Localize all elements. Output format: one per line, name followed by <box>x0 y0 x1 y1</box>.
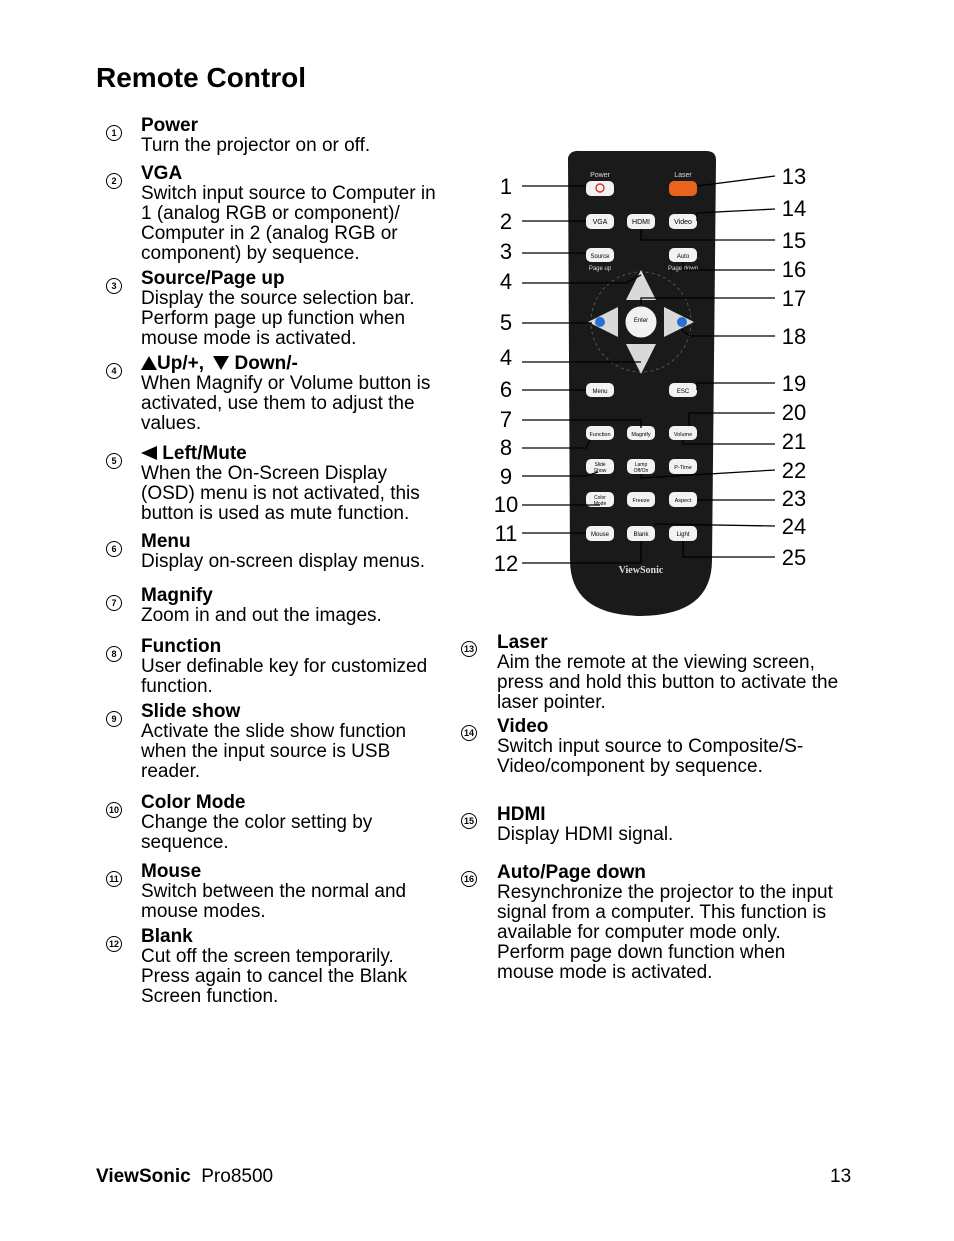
list-item <box>141 532 451 572</box>
callouts-right <box>782 164 806 570</box>
item-name: Auto/Page down <box>497 862 646 883</box>
item-name: Video <box>497 716 549 737</box>
num-badge: 5 <box>106 453 122 469</box>
footer-model: Pro8500 <box>201 1166 274 1187</box>
hdmi-label: HDMI <box>632 219 650 226</box>
num-badge: 7 <box>106 595 122 611</box>
callout-left-13: 12 <box>493 551 519 576</box>
aspect-label: Aspect <box>674 498 692 504</box>
mouse-right-icon <box>677 317 687 327</box>
callout-left-9: 8 <box>499 435 513 460</box>
item-desc: Display the source selection bar. Perform page up function when mouse mode is activated. <box>141 288 415 349</box>
lamp-label: Lamp <box>634 462 648 468</box>
item-desc: Resynchronize the projector to the input signal from a computer. This function is available for computer mode only. Perform page down function when mouse mode is activated. <box>497 882 833 983</box>
item-desc: Display HDMI signal. <box>497 824 674 845</box>
laser-button[interactable] <box>669 181 697 196</box>
list-item <box>141 164 441 264</box>
item-desc: Change the color setting by sequence. <box>141 812 373 853</box>
num-badge: 15 <box>461 813 477 829</box>
callout-right-13: 25 <box>781 545 807 570</box>
callout-right-9: 21 <box>781 429 807 454</box>
light-label: Light <box>676 532 690 538</box>
item-name: Laser <box>497 632 548 653</box>
item-name: Color Mode <box>141 792 246 813</box>
num-badge: 8 <box>106 646 122 662</box>
enter-label: Enter <box>633 318 649 324</box>
callout-right-7: 19 <box>781 371 807 396</box>
function-label: Function <box>589 432 611 438</box>
list-item <box>141 793 401 853</box>
item-desc: Switch input source to Composite/S-Video/component by sequence. <box>497 736 804 777</box>
item-name: HDMI <box>497 804 546 825</box>
magnify-label: Magnify <box>631 432 651 438</box>
callout-right-11: 23 <box>781 486 807 511</box>
mode-label: Mode <box>593 501 607 507</box>
list-item <box>141 637 451 697</box>
item-desc: Activate the slide show function when the input source is USB reader. <box>141 721 407 782</box>
item-name: Source/Page up <box>141 268 285 289</box>
slide-label: Slide <box>594 462 606 468</box>
list-item <box>141 444 441 524</box>
item-name <box>141 354 451 374</box>
item-name <box>141 444 441 464</box>
callout-left-10: 9 <box>499 464 513 489</box>
video-label: Video <box>674 219 692 226</box>
item-name: Mouse <box>141 861 202 882</box>
num-badge: 1 <box>106 125 122 141</box>
page-down-label: Page down <box>667 266 699 272</box>
callout-right-6: 18 <box>781 324 807 349</box>
vga-label: VGA <box>592 219 608 226</box>
source-label: Source <box>590 254 610 260</box>
num-badge: 11 <box>106 871 122 887</box>
callout-right-8: 20 <box>781 400 807 425</box>
color-label: Color <box>594 495 606 501</box>
item-name-down: Down/- <box>234 353 298 374</box>
num-badge: 10 <box>106 802 122 818</box>
list-item <box>497 717 827 777</box>
callout-left-8: 7 <box>499 407 513 432</box>
list-item <box>141 269 441 349</box>
item-desc: When Magnify or Volume button is activated, use them to adjust the values. <box>141 373 431 434</box>
callout-left-6: 4 <box>499 345 513 370</box>
left-triangle-icon <box>141 446 157 460</box>
callout-left-1: 1 <box>499 174 513 199</box>
num-badge: 13 <box>461 641 477 657</box>
num-badge: 9 <box>106 711 122 727</box>
callout-right-3: 15 <box>781 228 807 253</box>
blank-label: Blank <box>633 532 649 538</box>
list-item <box>141 586 441 626</box>
mouse-left-icon <box>595 317 605 327</box>
num-badge: 4 <box>106 363 122 379</box>
list-item <box>497 633 842 713</box>
callout-left-11: 10 <box>493 492 519 517</box>
remote-control-diagram <box>480 145 820 625</box>
laser-label: Laser <box>674 172 692 179</box>
item-name: Magnify <box>141 585 213 606</box>
list-item <box>141 862 441 922</box>
item-desc: User definable key for customized function. <box>141 656 428 697</box>
list-item <box>497 805 827 845</box>
callout-left-4: 4 <box>499 269 513 294</box>
num-badge: 6 <box>106 541 122 557</box>
callout-right-12: 24 <box>781 514 807 539</box>
callouts-left <box>494 174 518 576</box>
page-title: Remote Control <box>96 62 306 93</box>
callout-right-4: 16 <box>781 257 807 282</box>
item-desc: Switch between the normal and mouse modes. <box>141 881 407 922</box>
callout-left-2: 2 <box>499 209 513 234</box>
down-triangle-icon <box>213 356 229 370</box>
item-desc: Switch input source to Computer in 1 (analog RGB or component)/ Computer in 2 (analog RGB or component) by sequence. <box>141 183 436 264</box>
auto-label: Auto <box>676 254 690 260</box>
item-desc: Zoom in and out the images. <box>141 605 382 626</box>
callout-right-1: 13 <box>781 164 807 189</box>
item-name: Blank <box>141 926 193 947</box>
num-badge: 2 <box>106 173 122 189</box>
callout-right-5: 17 <box>781 286 807 311</box>
lamp-onoff-label: Off/On <box>633 468 649 474</box>
item-name: Menu <box>141 531 191 552</box>
item-name: VGA <box>141 163 183 184</box>
freeze-label: Freeze <box>632 498 650 504</box>
list-item <box>141 927 441 1007</box>
item-name: Slide show <box>141 701 241 722</box>
num-badge: 14 <box>461 725 477 741</box>
callout-left-12: 11 <box>494 521 518 546</box>
callout-left-5: 5 <box>499 310 513 335</box>
list-item <box>141 116 441 156</box>
item-desc: Aim the remote at the viewing screen, press and hold this button to activate the laser pointer. <box>497 652 839 713</box>
callout-left-7: 6 <box>499 377 513 402</box>
callout-left-3: 3 <box>499 239 513 264</box>
num-badge: 12 <box>106 936 122 952</box>
item-desc: When the On-Screen Display (OSD) menu is not activated, this button is used as mute function. <box>141 463 420 524</box>
callout-right-2: 14 <box>781 196 807 221</box>
list-item <box>141 354 451 434</box>
mouse-label: Mouse <box>590 532 610 538</box>
volume-label: Volume <box>673 432 693 438</box>
item-name: Function <box>141 636 222 657</box>
page-number: 13 <box>830 1166 852 1187</box>
remote-brand-logo: ViewSonic <box>618 565 664 576</box>
list-item <box>497 863 847 983</box>
num-badge: 16 <box>461 871 477 887</box>
list-item <box>141 702 431 782</box>
page-up-label: Page up <box>588 266 612 272</box>
item-desc: Turn the projector on or off. <box>141 135 371 156</box>
item-name: Power <box>141 115 199 136</box>
item-name-text: Left/Mute <box>162 443 247 464</box>
up-triangle-icon <box>141 356 157 370</box>
ptime-label: P-Time <box>674 465 692 471</box>
footer <box>96 1166 273 1188</box>
item-desc: Display on-screen display menus. <box>141 551 426 572</box>
power-button[interactable] <box>586 181 614 196</box>
item-name-up: Up/+, <box>157 353 204 374</box>
num-badge: 3 <box>106 278 122 294</box>
footer-brand: ViewSonic <box>96 1166 191 1187</box>
esc-label: ESC <box>676 389 690 395</box>
menu-label: Menu <box>592 389 608 395</box>
item-desc: Cut off the screen temporarily. Press again to cancel the Blank Screen function. <box>141 946 408 1007</box>
callout-right-10: 22 <box>781 458 807 483</box>
power-label: Power <box>590 172 610 179</box>
show-label: Show <box>593 468 607 474</box>
